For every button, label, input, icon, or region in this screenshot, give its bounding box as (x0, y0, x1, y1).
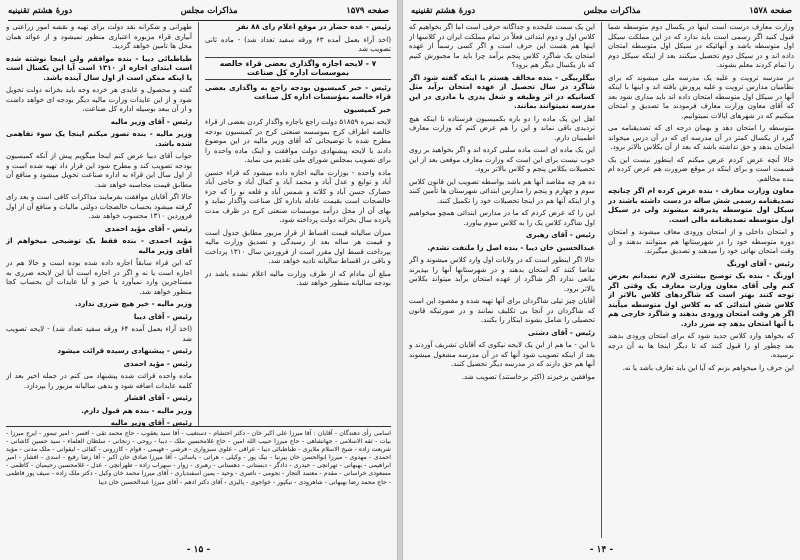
speaker-paragraph: رئیس - مؤید احمدی (123, 358, 192, 368)
text-paragraph: که بخواهد وارد کلاس جدید شود که برای امتحان ورودی بدهند بعد چطور او را قبول کنند که تا دیگر اینجا ها به آن درجه نرسیده. (608, 331, 794, 359)
speaker-paragraph: رئیس - آقای وزیر مالیه (110, 418, 192, 426)
text-paragraph: مبلغ آن مادام که از طرف وزارت مالیه اعلام نشده باشد در بودجه سالیانه منظور خواهد شد. (205, 268, 391, 287)
text-paragraph: این را که عرض کردم که ما در مدارس ابتدائی همچو میخواهیم اول شاگرد کلاس یک را به کلاس سوم بیاورد. (409, 208, 595, 227)
text-paragraph: گفته و محصول و عایدی هر خرده وجه باید بخزانه دولت تحویل شود و از این عایدات وزارت مالیه دیگر بودجه ای خواهد داشت و از آن ببعد بوسیله اداره کل صناعت. (6, 85, 192, 113)
text-paragraph: در مدرسه ترویت و علیه یک مدرسه ملی میشوند که برای نظامیان مدارس ترویت و علیه پرورش یافته اند و اینها با اینکه آنها در سیکل اول متوسطه امتحان داده اند باید مداری شود بعد که آقای معاون وزارت معارف فرمودند ما تصدیق و امتحان میکنیم که در شهرهای ایالات نمیتوانیم. (608, 72, 794, 120)
speaker-paragraph: رئیس - آقای دیبا (133, 311, 192, 321)
text-paragraph: که این قراء سابقاً اجاره داده شده بوده است و حالا هم در اجاره است یا نه و اگر در اجاره است آیا این لایحه ضرری به مستاجرین وارد نمیآورد یا خیر و آیا عایدات آن بحساب کجا منظور خواهد شد. (6, 258, 192, 296)
text-paragraph: موافقین برخیزند (اکثر برخاستند) تصویب شد. (461, 371, 595, 381)
speaker-paragraph: وزیر مالیه - خیر هیچ ضرری ندارد. (74, 299, 192, 308)
left-page-footer: - ۱۵ - (186, 545, 211, 555)
right-page-right-column (608, 22, 794, 538)
column-divider (601, 22, 602, 538)
left-page (0, 0, 398, 560)
speaker-paragraph: رئیس - آقای اورنگ (726, 258, 794, 268)
right-page (402, 0, 800, 560)
text-paragraph: ماده واحده قرائت شده پیشنهاد می کنم در جمله اخیر بعد از کلمه عایدات اضافه شود و بدهی سالیانه مزبور را بپردازد. (6, 371, 192, 390)
speaker-paragraph: طباطبائی دیبا - بنده موافقم ولی اینجا نوشته شده است ابتدای اجاره از ۱۳۱۰ است آیا این یکسال است یا اینکه ممکن است از اول سال آینده باشد. (6, 53, 192, 82)
speaker-paragraph: خبر کمیسیون (343, 104, 391, 114)
left-page-session: دورهٔ هشتم تقنینیه (8, 6, 73, 16)
text-paragraph: (اخذ آراء بعمل آمده ۶۳ ورقه سفید تعداد شد) - ماده ثانی تصویب شد (205, 34, 391, 53)
text-paragraph: با این - ما هم از این یک لایحه نیکوی که آقایان تشریف آوردند و بعد از اینکه تصویب شود آنها که در آن مدرسه مشغول میشوند آنها هم حق دارند که در مدرسه دیگر تحصیل کنند. (409, 340, 595, 368)
speaker-paragraph: عبدالحسین خان دیبا - بنده اصل را ملتفت نشدم. (427, 242, 595, 252)
text-paragraph: جواب آقای دیبا عرض کنم اینجا میگویم پیش از آنکه کمیسیون بودجه تصویب کند و مطرح شود این قرار داد تهیه شده است و از اول سال این قراء به اداره صناعت تحویل میشود و منافع آن مطابق قیمت محاسبه خواهد شد. (6, 151, 192, 189)
left-page-header (8, 4, 389, 21)
text-paragraph: اهل این یک ماده را دو باره بکمیسیون فرستاده تا اینکه هیچ تردیدی باقی نماند و این را هم عرض کنم که وزارت معارف اطمینان دارم. (409, 113, 595, 142)
speaker-paragraph: مؤید احمدی - بنده فقط یک توضیحی میخواهم از آقای وزیر مالیه (6, 236, 192, 255)
speaker-paragraph: رئیس - آقای مؤید احمدی (104, 223, 192, 233)
right-page-session: دورهٔ هشتم تقنینیه (411, 6, 476, 16)
speaker-paragraph: وزیر مالیه - بنده تصور میکنم اینجا یک سوء تفاهمی شده باشد. (6, 129, 192, 148)
text-paragraph: متوسطه را امتحان دهد و بهمان درجه ای که تصدیقنامه می گیرد از یکسال کمتر در آن مدرسه ای که در آن درس میخواند امتحان بدهد و حق نداشته باشد که بعد از آن بکلاس بالاتر برود. (608, 123, 794, 151)
speaker-paragraph: رئیس - خبر کمیسیون بودجه راجع به واگذاری بعضی قراء خالصه بمؤسسات اداره کل صناعت (205, 82, 391, 101)
text-paragraph: و امتحان داخلی و از امتحان ورودی معاف میشوند و امتحان دوره متوسطه خود را در شهرستانها هم میتوانند بدهند و آن وقت امتحان نهائی خود را میدهند و تصدیق میگیرند. (608, 227, 794, 255)
left-page-left-column (6, 22, 192, 426)
speaker-paragraph: معاون وزارت معارف - بنده عرض کرده ام اگر چنانچه تصدیقنامه رسمی شش ساله در دست داشته باشند در سیکل اول متوسطه پذیرفته میشوند ولی در سیکل اول متوسطه تصدیقنامه مالی است. (608, 186, 794, 224)
section-heading: ۷ - لایحه اجازه واگذاری بعضی قراء خالصه بموسسات اداره کل صناعت (205, 57, 391, 80)
text-paragraph: وزارت معارف درست است اینها در یکسال دوم متوسطه شما قبول کنید اگر رسمی است باید ندارد که در این مملکت سیکل اول متوسطه باشد و آنهائیکه در سیکل اول متوسطه امتحان داده اند و در سیکل دوم تحصیل میکنند بعد از اینکه سیکل دوم را تمام کردند معلم بشوند. (608, 22, 794, 69)
left-page-columns (6, 22, 391, 426)
text-paragraph: ده هر چه مقاصد آنها هم باشد بواسطه تصویب این قانون کلاس سوم و چهارم و پنجم را مدارس ابتدائی شهرستان ها تأمین کنند و از اینکه آنها هم در اینجا تحصیلات خود را تکمیل کنند. (409, 176, 595, 205)
right-page-title: مذاکرات مجلس (583, 6, 641, 16)
text-paragraph: آقایان چیز تیلی شاگردان برای آنها تهیه شده و مقصود این است که شاگردان در آنجا بی تکلیف نمانند و در صورتیکه قانون تحصیلی را شامل بشوند اینکار را بکنند. (409, 296, 595, 324)
right-page-columns (409, 22, 794, 538)
text-paragraph: این یک ماده ای است ماده سلبی کرده اند و اگر بخواهید بر روی خوب نیست برای این است که وزارت معارف موقعی بعد از این تحصیلات بکلاس پنجم و کلاس بالاتر برود. (409, 145, 595, 173)
left-page-right-column (205, 22, 391, 426)
right-page-footer: - ۱۴ - (589, 545, 614, 555)
speaker-paragraph: رئیس - آقای وزیر مالیه (110, 116, 192, 126)
text-paragraph: (اخذ آراء بعمل آمده ۶۴ ورقه سفید تعداد شد) - لایحه تصویب شد (6, 324, 192, 343)
right-page-number: صفحه ۱۵۷۸ (749, 6, 792, 16)
text-paragraph: ماده واحده - بوزارت مالیه اجازه داده میشود که قراء حسین آباد و توابع و عدل آباد و محمد آباد و کمال آباد و حاجی آباد حصارک حسن آباد و کلاته و شمس آباد و قلعه نو را که جزء خالصجات است بقیمت عادله باداره کل صناعت واگذار نماید و بهای آن از محل درآمد موسسات صنعتی کرج در ظرف مدت پانزده سال بخزانه دولت پرداخته شود. (205, 167, 391, 224)
text-paragraph: میزان سالیانه قیمت اقساط از قرار مزبور مطابق جدول است و قیمت هر ساله بعد از رسیدگی و تصدیق وزارت مالیه بپرداخت قسط اول مقرر است از فروردین سال ۱۳۱۰ پرداخت و باقی در اقساط سالیانه تادیه خواهد شد. (205, 227, 391, 265)
speaker-paragraph: رئیس - آقای دشتی (528, 327, 595, 337)
speaker-paragraph: بیگلربیگی - بنده مخالف هستم با اینکه گفته شود اگر شاگرد در سال تحصیل از عهده امتحان برآید مثل کسانیکه در اثر وظیفه و شغل پدری یا مادری در این مدرسه نمیتوانند بمانند. (409, 72, 595, 110)
text-paragraph: حالا اگر آقایان موافقت بفرمایند مذاکرات کافی است و بعد رای گرفته میشود بحساب خالصجات دولتی مالیات و منافع آن از اول فروردین ۱۳۱۰ محسوب خواهد شد. (6, 192, 192, 220)
left-page-number: صفحه ۱۵۷۹ (346, 6, 389, 16)
text-paragraph: طهرانی و شکرانه نقد دولت برای تهیه و نقشه امور زراعتی و آبیاری قراء مزبوره اعتباری منظور نمیشود و از عوائد همان محل ها تامین خواهد گردید. (6, 22, 192, 50)
voters-name-list: اسامی رأی دهندگان - آقایان : آقا میرزا علی اکبر خان - دکتر احتشام - دستغیب - آقا سید یعقوب - حاج محمد تقی - افسر - امیر تیمور - ایرج میرزا - بیات - ثقه الاسلامی - جهانشاهی - حاج میرزا حبیب الله امین - حاج غلامحسین ملک - دیبا - روحی - زنجانی - سلطان العلماء - سید حسین کاشانی - شریعت زاده - شیخ الاسلام ملایری - طباطبائی دیبا - عراقی - علوی سبزواری - فرشی - فهیمی - قوام - کازرونی - کفائی - لیقوانی - ملک مدنی - مؤید احمدی - مهدوی - میرزا ابوالحسن خان پیرنیا - نیک پور - وکیلی - هراتی - یاسائی - آقا میرزا صادق خان اکبر - آقا رضا رفیع - اسدی - افشار - امیر ابراهیمی - بهبهانی - تهرانچی - حیدری - دادگر - دبستانی - دهستانی - رهبری - زوار - سهراب زاده - طهرانچی - عدل - غلامحسین رحیمیان - کاظمی - مسعودی خراسانی - مقدم - معتمد التجار - نجومی - ناصری - وحید - یمین اسفندیاری - آقای میرزا محمد خان وکیل - دکتر ملک زاده - سیف پور فاطمی - حاج محمد رضا بهبهانی - شاهرودی - نیکپور - خواجوی - پالیزی - آقای دکتر ادهم - آقای میرزا عبدالحسین خان دیبا (6, 426, 391, 538)
text-paragraph: این یک سمت علیحده و جداگانه حرفی است اما اگر بخواهیم که کلاس اول و دوم ابتدائی فعلاً در تمام مملکت ایران در کلاسها از اینها هم هست این حرف است و اگر کسی رسماً از عهده امتحان یک شاگرد کلاس پنجم برآمد چرا باید ما مجبورش کنیم که باز یکسال دیگر هم برود؟ (409, 22, 595, 69)
left-page-title: مذاکرات مجلس (180, 6, 238, 16)
text-paragraph: این حرف را میخواهم بزنم که آیا این باید تعارف باشد یا نه. (622, 362, 794, 372)
speaker-paragraph: رئیس - آقای افشار (124, 393, 192, 402)
text-paragraph: لایحه نمره ۵۱۸۵۹ دولت راجع باجازه واگذار کردن بعضی از قراء خالصه اطراف کرج بموسسه صنعتی کرج در کمیسیون بودجه مطرح شده با توضیحاتی که آقای وزیر مالیه در این موضوع دادند با لایحه پیشنهادی دولت موافقت و اینک ماده واحده را برای تصویب بمجلس شورای ملی تقدیم می نماید. (205, 117, 391, 164)
speaker-paragraph: رئیس - آقای رهبری (525, 230, 595, 239)
speaker-paragraph: رئیس - عده حضار در موقع اعلام رای ۸۸ نفر (236, 22, 391, 31)
text-paragraph: حالا اگر اینطور است که در ولایات اول وارد کلاس میشوند و اگر تقاضا کنند که امتحان بدهند و در شهرستانها آنها را بپذیرند مانعی ندارد اگر شاگرد از عهده امتحان برآید میتواند بکلاس بالاتر برود. (409, 255, 595, 293)
speaker-paragraph: اورنگ - بنده یک توضیح بیشتری لازم نمیدانم بعرض کنم ولی آقای معاون وزارت معارف یک وقتی اگر توجه کنند بهتر است که شاگردهای کلاس بالاتر از کلاس شش ابتدائی که به کلاس اول متوسطه میآیند اگر هر وقت امتحان ورودی بدهند و شاگرد خارجی هم با آنها امتحان بدهد چه ضرر دارد. (608, 271, 794, 328)
speaker-paragraph: وزیر مالیه - بنده هم قبول دارم. (81, 405, 192, 415)
speaker-paragraph: رئیس - پیشنهادی رسیده قرائت میشود (57, 346, 192, 355)
column-divider (198, 22, 199, 426)
right-page-header (411, 4, 792, 21)
text-paragraph: حالا آنچه عرض کردم عرض میکنم که اینطور نیست این یک قسمت است و برای اینکه در موقع ضرورت هم عرض کرده ام بنده مخالفم. (608, 154, 794, 183)
right-page-left-column (409, 22, 595, 538)
